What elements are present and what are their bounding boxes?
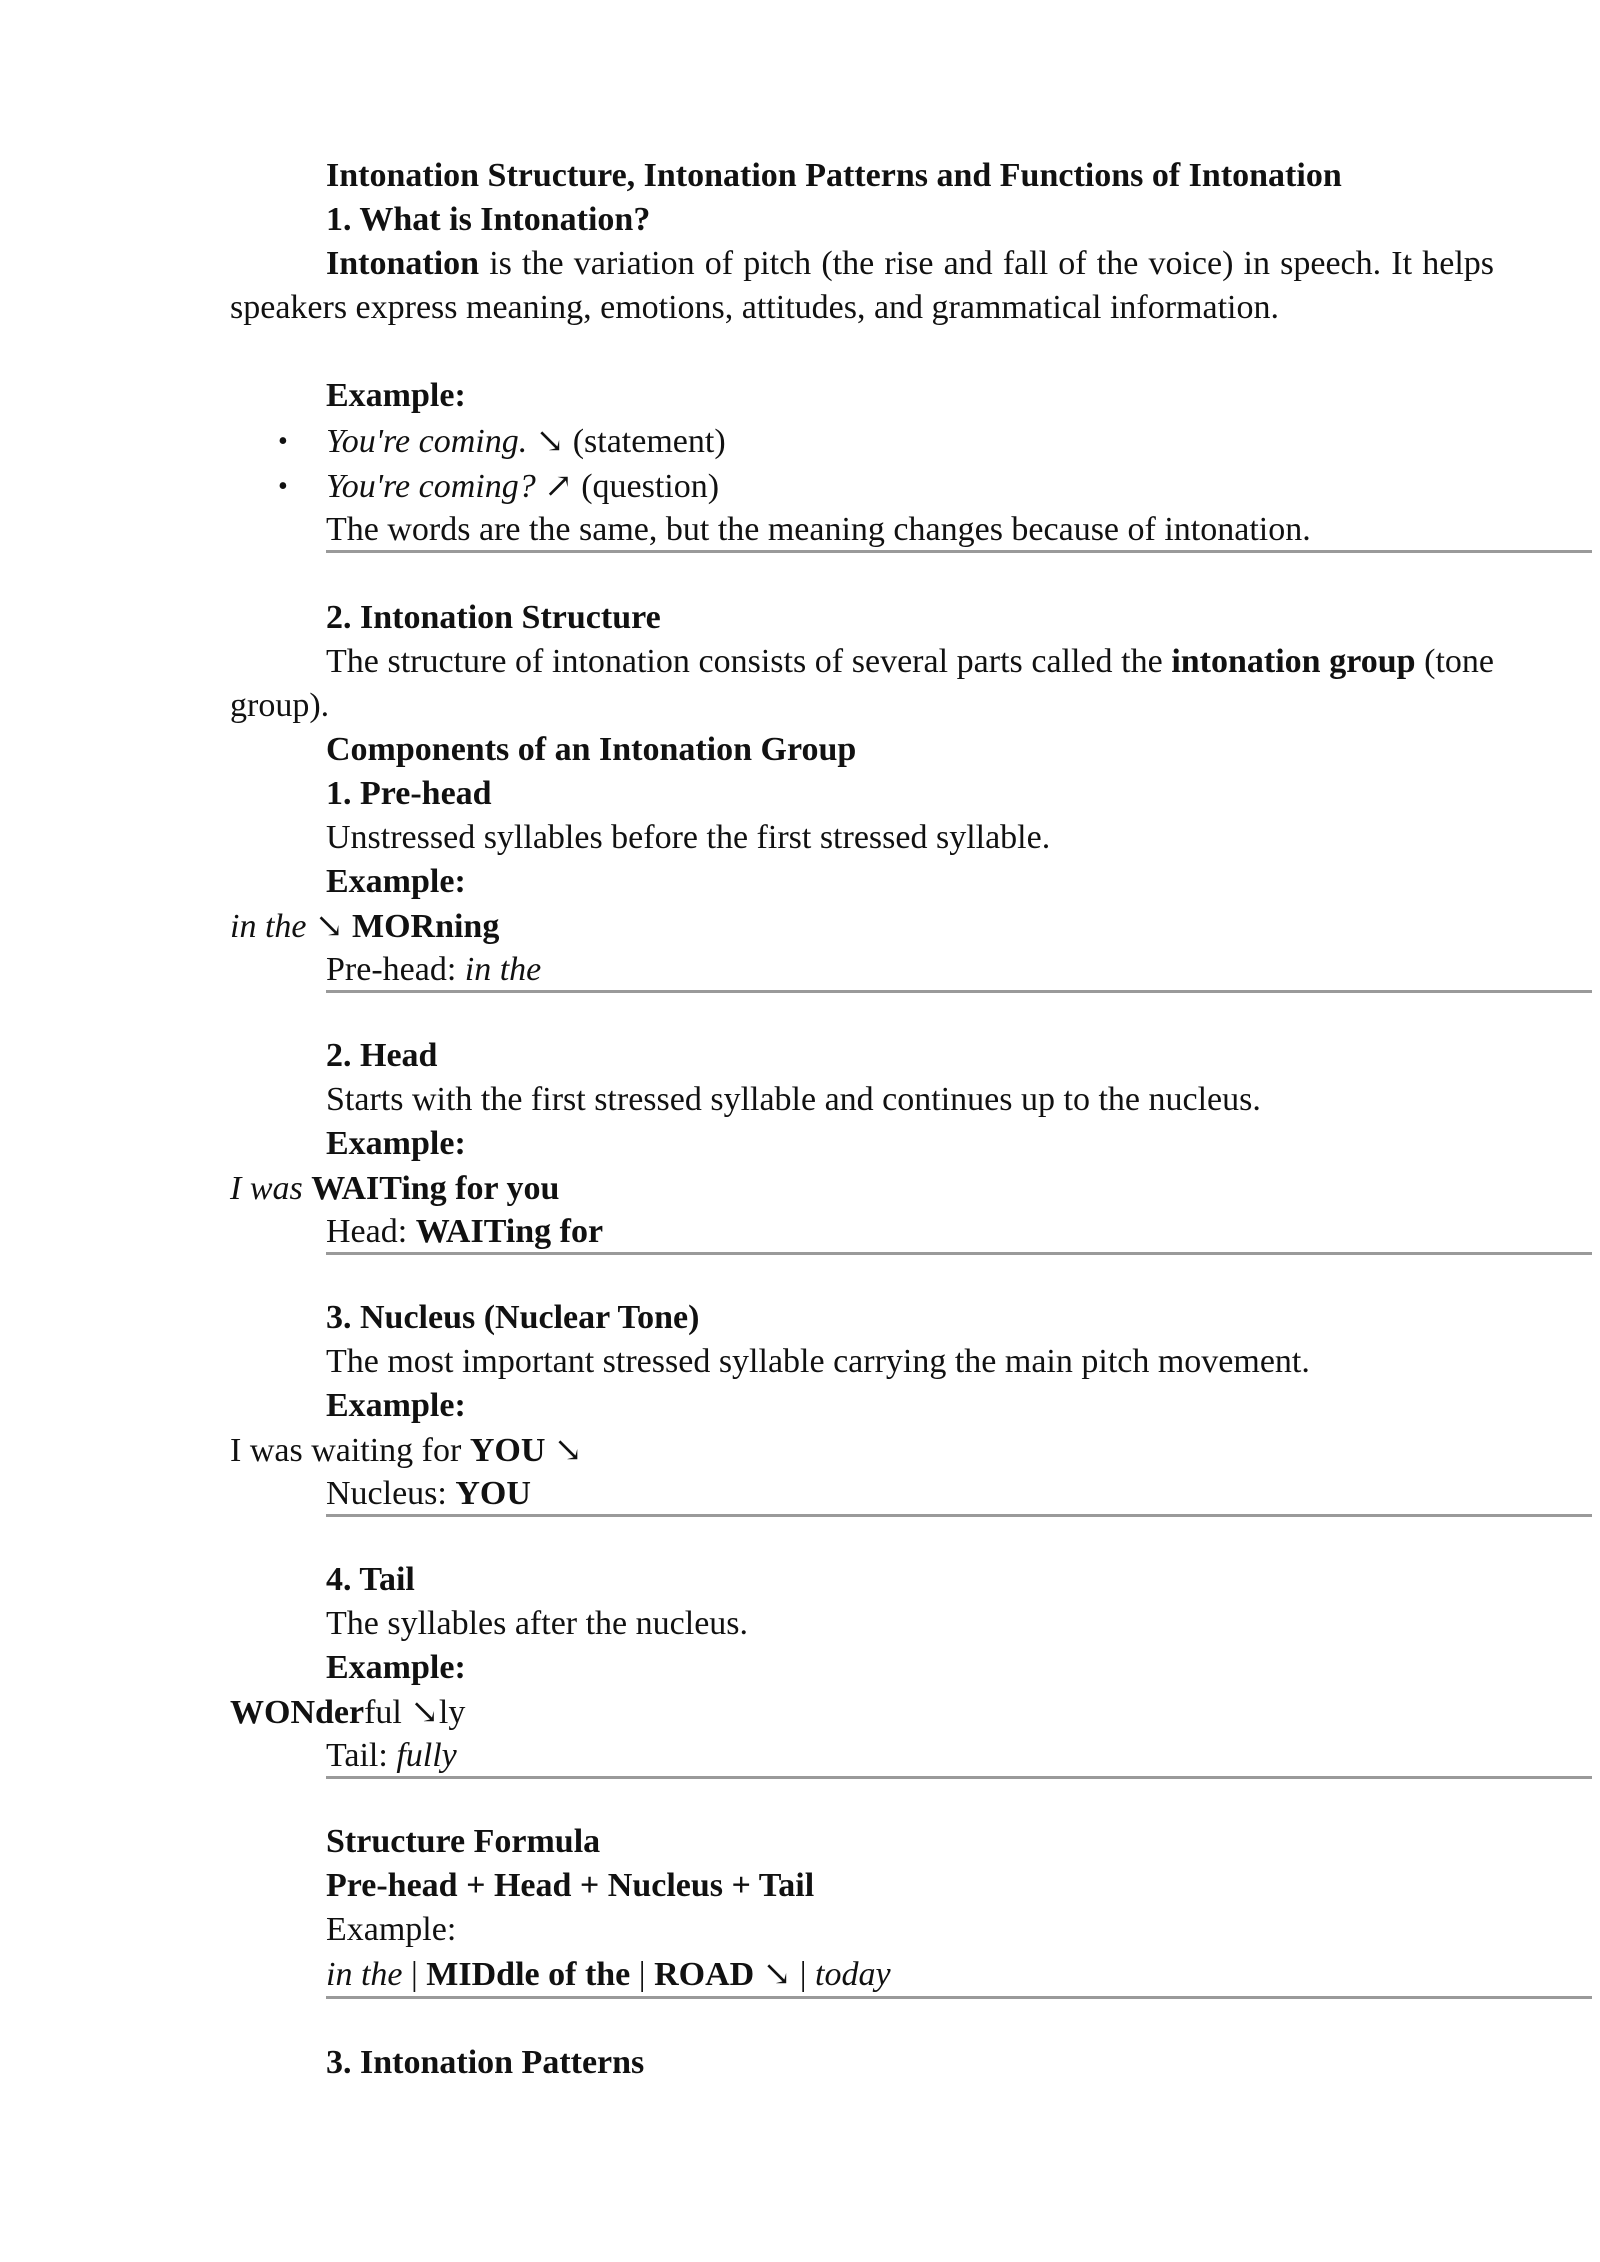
intro-text: The structure of intonation consists of several parts called the	[326, 643, 1172, 680]
horizontal-divider	[326, 1996, 1592, 1999]
document-title: Intonation Structure, Intonation Patterns and Functions of Intonation	[326, 157, 1342, 194]
result-label: Pre-head:	[326, 951, 465, 988]
example-note: (statement)	[572, 423, 726, 460]
subheading-nucleus: 3. Nucleus (Nuclear Tone)	[326, 1299, 700, 1336]
bullet-dot: •	[278, 471, 288, 502]
example-end: ly	[438, 1694, 466, 1731]
horizontal-divider	[326, 550, 1592, 553]
prehead-description: Unstressed syllables before the first stressed syllable.	[326, 819, 1051, 856]
result-value: in the	[464, 951, 542, 988]
horizontal-divider	[326, 990, 1592, 993]
prehead-example	[230, 905, 499, 949]
components-heading: Components of an Intonation Group	[326, 731, 857, 768]
formula-example	[326, 1953, 891, 1997]
example-plain: ful	[364, 1694, 411, 1731]
head-example	[230, 1167, 559, 1211]
result-label: Tail:	[326, 1737, 397, 1774]
subheading-prehead: 1. Pre-head	[326, 775, 492, 812]
result-label: Head:	[326, 1213, 416, 1250]
example-phrase: You're coming?	[326, 468, 536, 505]
separator: |	[799, 1956, 815, 1993]
tail-result	[326, 1734, 457, 1778]
list-item	[326, 465, 719, 509]
formula-prehead: in the	[326, 1956, 403, 1993]
formula-text: Pre-head + Head + Nucleus + Tail	[326, 1867, 815, 1904]
definition-text: is the variation of pitch (the rise and fall of the voice) in speech. It helps speakers express meaning, emotions, attitudes, and grammatical information.	[230, 245, 1494, 326]
horizontal-divider	[326, 1776, 1592, 1779]
result-label: Nucleus:	[326, 1475, 456, 1512]
intro-text-end: (tone group).	[230, 643, 1494, 724]
horizontal-divider	[326, 1514, 1592, 1517]
head-description: Starts with the first stressed syllable and continues up to the nucleus.	[326, 1081, 1261, 1118]
list-item	[326, 420, 726, 464]
example-phrase: You're coming.	[326, 423, 528, 460]
separator: |	[402, 1956, 427, 1993]
nucleus-example	[230, 1429, 582, 1473]
prehead-result	[326, 948, 541, 992]
example-note: (question)	[581, 468, 720, 505]
example-label: Example:	[326, 1125, 466, 1162]
example-label: Example:	[326, 377, 466, 414]
nucleus-result	[326, 1472, 531, 1516]
head-result	[326, 1210, 603, 1254]
section-heading-intonation-structure: 2. Intonation Structure	[326, 599, 661, 636]
example-label: Example:	[326, 1387, 466, 1424]
structure-intro	[230, 640, 1494, 728]
nucleus-description: The most important stressed syllable carrying the main pitch movement.	[326, 1343, 1310, 1380]
section-heading-intonation-patterns: 3. Intonation Patterns	[326, 2044, 645, 2081]
bullet-dot: •	[278, 426, 288, 457]
rising-arrow-icon: ↗	[535, 468, 582, 505]
result-value: fully	[396, 1737, 457, 1774]
subheading-head: 2. Head	[326, 1037, 438, 1074]
result-value: YOU	[455, 1475, 531, 1512]
example-italic: in the	[230, 908, 307, 945]
intonation-definition	[230, 242, 1494, 330]
intro-bold-term: intonation group	[1171, 643, 1416, 680]
falling-arrow-icon: ↘	[306, 908, 352, 945]
formula-nucleus: ROAD	[654, 1956, 755, 1993]
example-label: Example:	[326, 1649, 466, 1686]
definition-term: Intonation	[326, 245, 480, 282]
tail-example	[230, 1691, 465, 1735]
formula-head: MIDdle of the	[426, 1956, 631, 1993]
conclusion-text: The words are the same, but the meaning changes because of intonation.	[326, 511, 1311, 548]
formula-heading: Structure Formula	[326, 1823, 601, 1860]
horizontal-divider	[326, 1252, 1592, 1255]
falling-arrow-icon: ↘	[754, 1956, 800, 1993]
section-heading-what-is-intonation: 1. What is Intonation?	[326, 201, 651, 238]
falling-arrow-icon: ↘	[410, 1694, 439, 1731]
subheading-tail: 4. Tail	[326, 1561, 415, 1598]
example-plain: I was waiting for	[230, 1432, 470, 1469]
separator: |	[630, 1956, 655, 1993]
result-value: WAITing for	[415, 1213, 604, 1250]
example-bold: WAITing for you	[311, 1170, 560, 1207]
example-label: Example:	[326, 863, 466, 900]
falling-arrow-icon: ↘	[545, 1432, 583, 1469]
example-bold: MORning	[351, 908, 500, 945]
example-bold: WONder	[230, 1694, 365, 1731]
example-italic: I was	[230, 1170, 303, 1207]
falling-arrow-icon: ↘	[527, 423, 573, 460]
example-bold: YOU	[469, 1432, 546, 1469]
example-label: Example:	[326, 1911, 457, 1948]
formula-tail: today	[815, 1956, 891, 1993]
tail-description: The syllables after the nucleus.	[326, 1605, 749, 1642]
